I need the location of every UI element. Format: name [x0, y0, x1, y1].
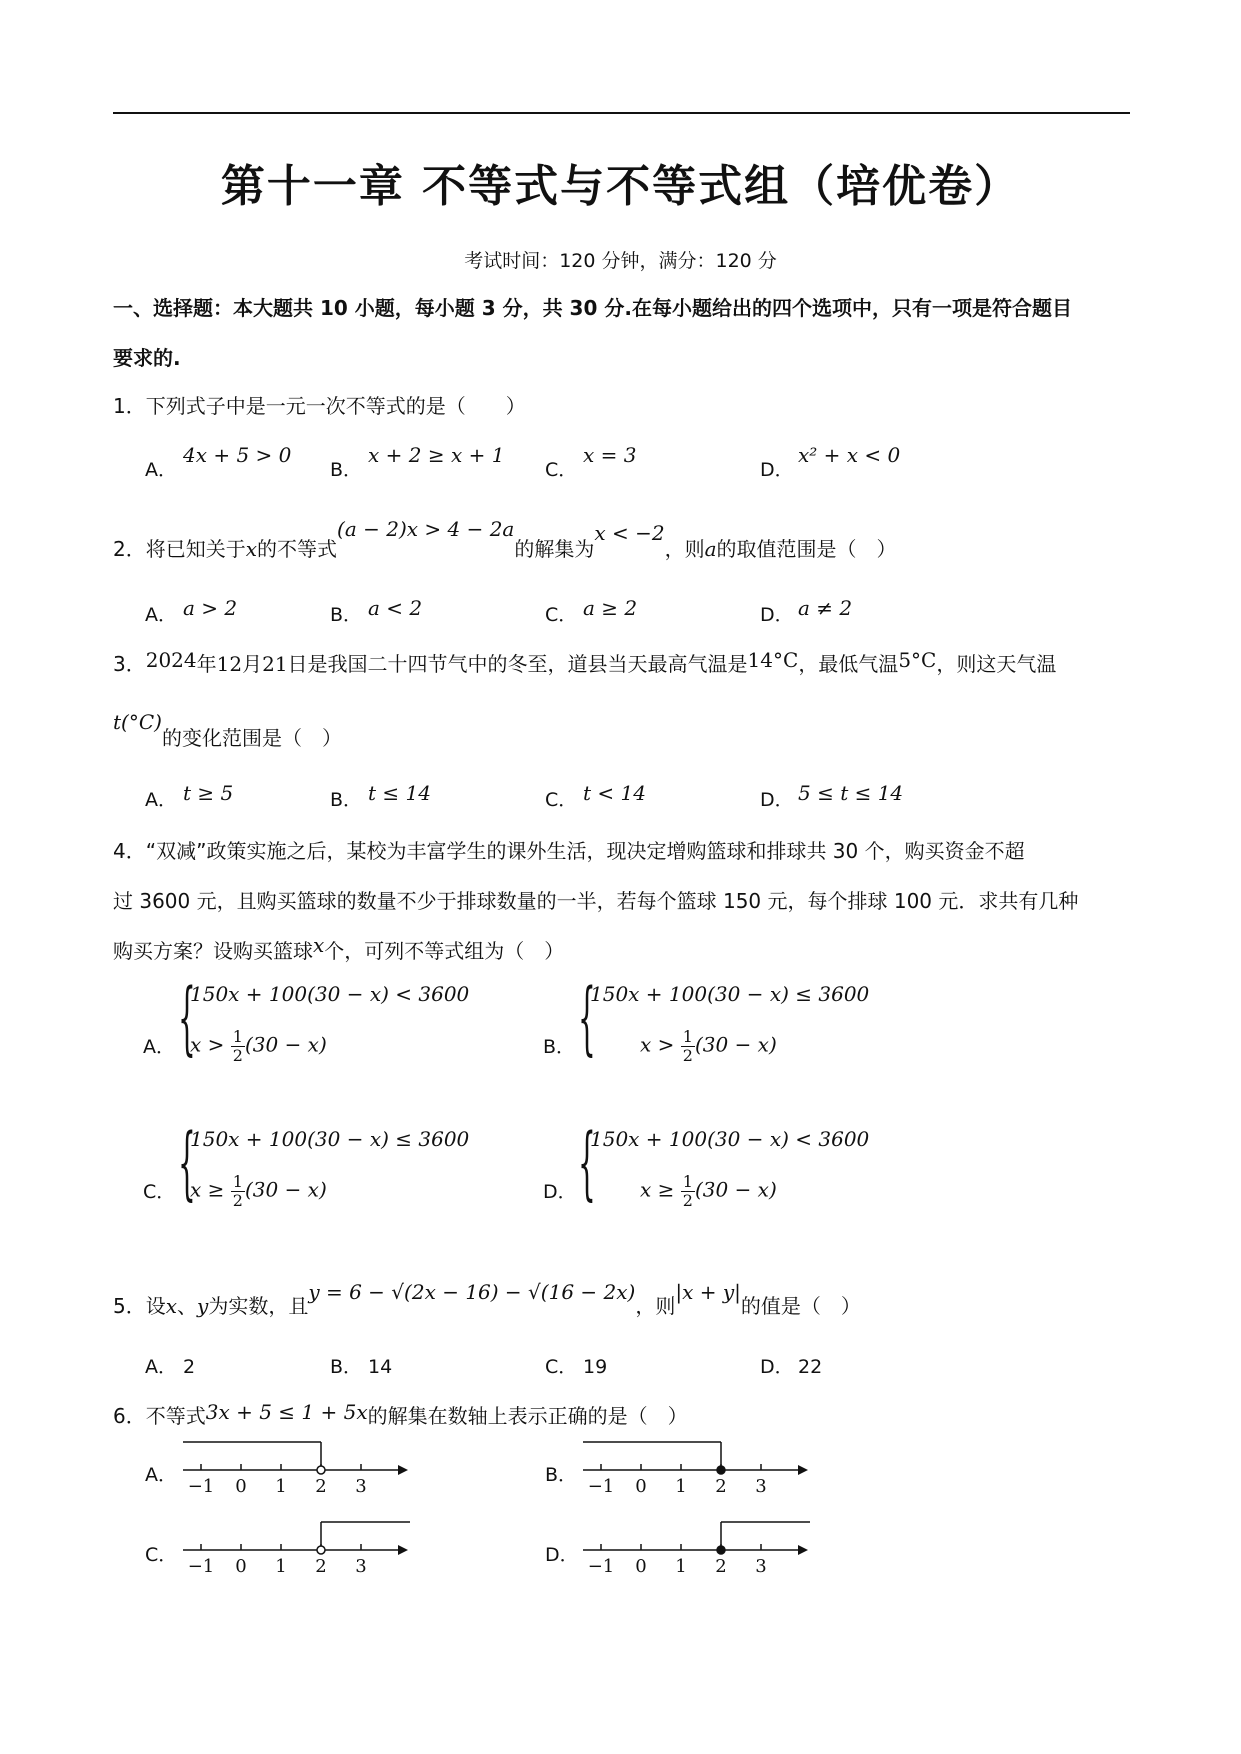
- tick-label: 0: [635, 1556, 647, 1577]
- section-heading-line1: 一、选择题：本大题共 10 小题，每小题 3 分，共 30 分.在每小题给出的四个选项中，只有一项是符合题目: [113, 296, 1072, 320]
- q1-option-b[interactable]: B．x + 2 ≥ x + 1: [330, 443, 505, 481]
- q6-option-b-label: B．: [545, 1464, 578, 1486]
- q4-option-d[interactable]: D． { 150x + 100(30 − x) < 3600 x ≥ $\frac{1}{2}$ (30 − x): [543, 1116, 870, 1210]
- tick-label: −1: [187, 1556, 215, 1577]
- tick-label: 1: [675, 1476, 687, 1497]
- tick-label: −1: [587, 1476, 615, 1497]
- q3-option-d[interactable]: D． 5 ≤ t ≤ 14: [760, 781, 904, 811]
- q6-option-b-number-line[interactable]: [575, 1430, 815, 1520]
- q6-option-c-label: C．: [145, 1544, 178, 1566]
- axis-arrow: [398, 1545, 408, 1555]
- q6-option-d-number-line[interactable]: [575, 1510, 815, 1600]
- q1-stem: 1．下列式子中是一元一次不等式的是（ ）: [113, 394, 526, 418]
- q4-option-c[interactable]: C． { 150x + 100(30 − x) ≤ 3600 x ≥ $\frac{1}{2}$ (30 − x): [143, 1116, 470, 1210]
- closed-point: [717, 1546, 725, 1554]
- q1-option-c[interactable]: C．x = 3: [545, 443, 637, 481]
- q3-stem-line1: 3．2024年12月21日是我国二十四节气中的冬至，道县当天最高气温是14°C，最低气温5°C，则这天气温: [113, 648, 1057, 676]
- q3-option-c[interactable]: C． t < 14: [545, 781, 646, 811]
- tick-label: 3: [755, 1556, 767, 1577]
- q4-stem-line1: 4．“双减”政策实施之后，某校为丰富学生的课外生活，现决定增购篮球和排球共 30 个，购买资金不超: [113, 839, 1025, 863]
- q2-option-b[interactable]: B． a < 2: [330, 596, 423, 626]
- q1-option-d[interactable]: D．x² + x < 0: [760, 443, 901, 481]
- q3-option-a[interactable]: A． t ≥ 5: [145, 781, 234, 811]
- tick-label: 0: [235, 1476, 247, 1497]
- section-heading-line2: 要求的.: [113, 346, 181, 370]
- axis-arrow: [798, 1465, 808, 1475]
- tick-label: 2: [715, 1556, 727, 1577]
- tick-label: 1: [275, 1556, 287, 1577]
- q6-option-a-number-line[interactable]: [175, 1430, 415, 1520]
- open-point: [317, 1466, 325, 1474]
- q3-option-b[interactable]: B． t ≤ 14: [330, 781, 431, 811]
- tick-label: 2: [315, 1556, 327, 1577]
- tick-label: 2: [715, 1476, 727, 1497]
- q4-stem-line2: 过 3600 元，且购买篮球的数量不少于排球数量的一半，若每个篮球 150 元，每个排球 100 元．求共有几种: [113, 889, 1079, 913]
- closed-point: [717, 1466, 725, 1474]
- q2-option-c[interactable]: C． a ≥ 2: [545, 596, 638, 626]
- q6-option-a-label: A．: [145, 1464, 177, 1486]
- tick-label: 1: [275, 1476, 287, 1497]
- tick-label: −1: [187, 1476, 215, 1497]
- q2-option-d[interactable]: D． a ≠ 2: [760, 596, 853, 626]
- q3-stem-line2: t(°C)的变化范围是（ ）: [113, 710, 342, 750]
- page-title: 第十一章 不等式与不等式组（培优卷）: [220, 161, 1021, 212]
- tick-label: 3: [355, 1476, 367, 1497]
- tick-label: 3: [755, 1476, 767, 1497]
- tick-label: 0: [235, 1556, 247, 1577]
- q6-stem: 6．不等式3x + 5 ≤ 1 + 5x的解集在数轴上表示正确的是（ ）: [113, 1400, 688, 1428]
- q5-stem: 5．设x、y为实数，且y = 6 − √(2x − 16) − √(16 − 2x)，则|x + y|的值是（ ）: [113, 1280, 861, 1318]
- axis-arrow: [798, 1545, 808, 1555]
- q6-option-d-label: D．: [545, 1544, 579, 1566]
- q2-stem: 2．将已知关于x的不等式(a − 2)x > 4 − 2a的解集为x < −2，则a的取值范围是（ ）: [113, 517, 897, 561]
- tick-label: 2: [315, 1476, 327, 1497]
- q5-option-b[interactable]: B． 14: [330, 1356, 393, 1378]
- q1-option-a[interactable]: A．4x + 5 > 0: [145, 443, 292, 481]
- tick-label: 3: [355, 1556, 367, 1577]
- q4-stem-line3: 购买方案？设购买篮球x个，可列不等式组为（ ）: [113, 933, 565, 963]
- exam-info: 考试时间：120 分钟，满分：120 分: [464, 250, 777, 272]
- tick-label: 1: [675, 1556, 687, 1577]
- axis-arrow: [398, 1465, 408, 1475]
- tick-label: −1: [587, 1556, 615, 1577]
- q2-option-a[interactable]: A． a > 2: [145, 596, 238, 626]
- q4-option-b[interactable]: B． { 150x + 100(30 − x) ≤ 3600 x > $\frac{1}{2}$ (30 − x): [543, 971, 870, 1065]
- q6-option-c-number-line[interactable]: [175, 1510, 415, 1600]
- tick-label: 0: [635, 1476, 647, 1497]
- q4-option-a[interactable]: A． { 150x + 100(30 − x) < 3600 x > $\frac{1}{2}$ (30 − x): [143, 971, 470, 1065]
- q5-option-c[interactable]: C． 19: [545, 1356, 608, 1378]
- q5-option-a[interactable]: A． 2: [145, 1356, 196, 1378]
- open-point: [317, 1546, 325, 1554]
- q5-option-d[interactable]: D． 22: [760, 1356, 823, 1378]
- top-rule: [113, 112, 1130, 114]
